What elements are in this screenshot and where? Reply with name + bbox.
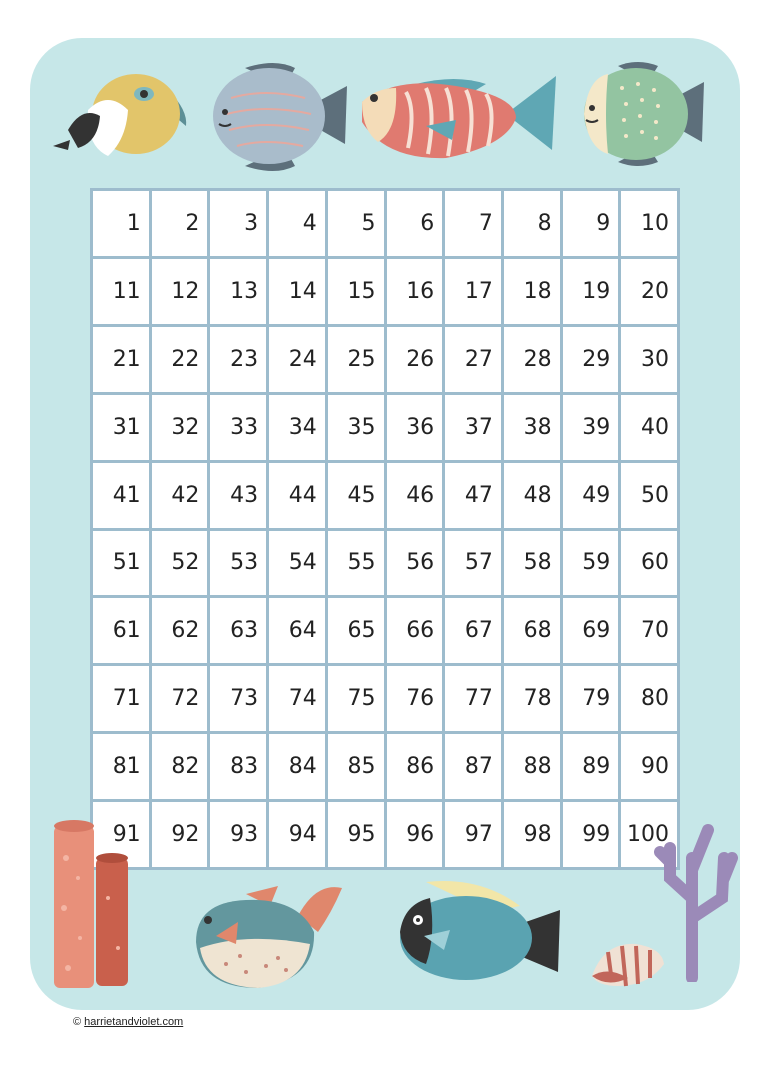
- grid-cell: 75: [328, 666, 384, 731]
- grid-cell: 41: [93, 463, 149, 528]
- grid-cell: 88: [504, 734, 560, 799]
- grid-cell: 16: [387, 259, 443, 324]
- hundred-square-grid: [90, 188, 680, 870]
- grid-cell: 89: [563, 734, 619, 799]
- grid-cell: 70: [621, 598, 677, 663]
- grid-cell: 4: [269, 191, 325, 256]
- copyright-footer: [73, 1016, 183, 1028]
- grid-cell: 35: [328, 395, 384, 460]
- grid-cell: 13: [210, 259, 266, 324]
- grid-cell: 34: [269, 395, 325, 460]
- grid-cell: 73: [210, 666, 266, 731]
- grid-cell: 23: [210, 327, 266, 392]
- grid-cell: 94: [269, 802, 325, 867]
- grid-cell: 6: [387, 191, 443, 256]
- grid-cell: 44: [269, 463, 325, 528]
- grid-cell: 40: [621, 395, 677, 460]
- grid-cell: 57: [445, 531, 501, 596]
- grid-cell: 9: [563, 191, 619, 256]
- grid-cell: 69: [563, 598, 619, 663]
- grid-cell: 72: [152, 666, 208, 731]
- grid-cell: 29: [563, 327, 619, 392]
- grid-cell: 80: [621, 666, 677, 731]
- grid-cell: 67: [445, 598, 501, 663]
- grid-cell: 2: [152, 191, 208, 256]
- grey-fish-icon: [205, 58, 350, 176]
- grid-cell: 97: [445, 802, 501, 867]
- grid-cell: 68: [504, 598, 560, 663]
- grid-cell: 51: [93, 531, 149, 596]
- grid-cell: 77: [445, 666, 501, 731]
- green-dotted-fish-icon: [578, 58, 708, 170]
- grid-cell: 26: [387, 327, 443, 392]
- pufferfish-icon: [186, 872, 348, 994]
- grid-cell: 48: [504, 463, 560, 528]
- grid-cell: 37: [445, 395, 501, 460]
- website-link[interactable]: harrietandviolet.com: [84, 1016, 184, 1028]
- grid-cell: 25: [328, 327, 384, 392]
- grid-cell: 78: [504, 666, 560, 731]
- grid-cell: 79: [563, 666, 619, 731]
- grid-cell: 85: [328, 734, 384, 799]
- grid-cell: 1: [93, 191, 149, 256]
- coral-icon: [652, 818, 740, 982]
- grid-cell: 24: [269, 327, 325, 392]
- grid-cell: 5: [328, 191, 384, 256]
- grid-cell: 45: [328, 463, 384, 528]
- grid-cell: 28: [504, 327, 560, 392]
- butterflyfish-icon: [48, 70, 190, 166]
- grid-cell: 62: [152, 598, 208, 663]
- grid-cell: 20: [621, 259, 677, 324]
- grid-cell: 91: [93, 802, 149, 867]
- grid-cell: 98: [504, 802, 560, 867]
- grid-cell: 32: [152, 395, 208, 460]
- grid-cell: 86: [387, 734, 443, 799]
- grid-cell: 49: [563, 463, 619, 528]
- grid-cell: 87: [445, 734, 501, 799]
- grid-cell: 100: [621, 802, 677, 867]
- grid-cell: 42: [152, 463, 208, 528]
- grid-cell: 14: [269, 259, 325, 324]
- grid-cell: 30: [621, 327, 677, 392]
- grid-cell: 50: [621, 463, 677, 528]
- grid-cell: 18: [504, 259, 560, 324]
- grid-cell: 12: [152, 259, 208, 324]
- grid-cell: 43: [210, 463, 266, 528]
- copyright-symbol: ©: [73, 1016, 82, 1028]
- grid-cell: 15: [328, 259, 384, 324]
- grid-cell: 17: [445, 259, 501, 324]
- grid-cell: 64: [269, 598, 325, 663]
- grid-cell: 10: [621, 191, 677, 256]
- grid-cell: 46: [387, 463, 443, 528]
- grid-cell: 39: [563, 395, 619, 460]
- grid-cell: 52: [152, 531, 208, 596]
- blue-tang-fish-icon: [390, 876, 564, 988]
- grid-cell: 8: [504, 191, 560, 256]
- grid-cell: 63: [210, 598, 266, 663]
- grid-cell: 38: [504, 395, 560, 460]
- grid-cell: 96: [387, 802, 443, 867]
- grid-cell: 7: [445, 191, 501, 256]
- grid-cell: 47: [445, 463, 501, 528]
- grid-cell: 33: [210, 395, 266, 460]
- grid-cell: 58: [504, 531, 560, 596]
- grid-cell: 99: [563, 802, 619, 867]
- grid-cell: 36: [387, 395, 443, 460]
- grid-cell: 83: [210, 734, 266, 799]
- grid-cell: 54: [269, 531, 325, 596]
- grid-cell: 76: [387, 666, 443, 731]
- grid-cell: 21: [93, 327, 149, 392]
- grid-cell: 22: [152, 327, 208, 392]
- striped-red-fish-icon: [356, 70, 562, 166]
- grid-cell: 81: [93, 734, 149, 799]
- grid-cell: 53: [210, 531, 266, 596]
- grid-cell: 27: [445, 327, 501, 392]
- grid-cell: 61: [93, 598, 149, 663]
- grid-cell: 60: [621, 531, 677, 596]
- grid-cell: 92: [152, 802, 208, 867]
- grid-cell: 95: [328, 802, 384, 867]
- grid-cell: 3: [210, 191, 266, 256]
- grid-cell: 74: [269, 666, 325, 731]
- grid-cell: 56: [387, 531, 443, 596]
- grid-cell: 71: [93, 666, 149, 731]
- grid-cell: 90: [621, 734, 677, 799]
- tube-sponge-icon: [48, 818, 134, 992]
- grid-cell: 65: [328, 598, 384, 663]
- grid-cell: 55: [328, 531, 384, 596]
- grid-cell: 19: [563, 259, 619, 324]
- grid-cell: 66: [387, 598, 443, 663]
- grid-cell: 31: [93, 395, 149, 460]
- grid-cell: 82: [152, 734, 208, 799]
- grid-cell: 93: [210, 802, 266, 867]
- grid-cell: 84: [269, 734, 325, 799]
- grid-cell: 59: [563, 531, 619, 596]
- grid-cell: 11: [93, 259, 149, 324]
